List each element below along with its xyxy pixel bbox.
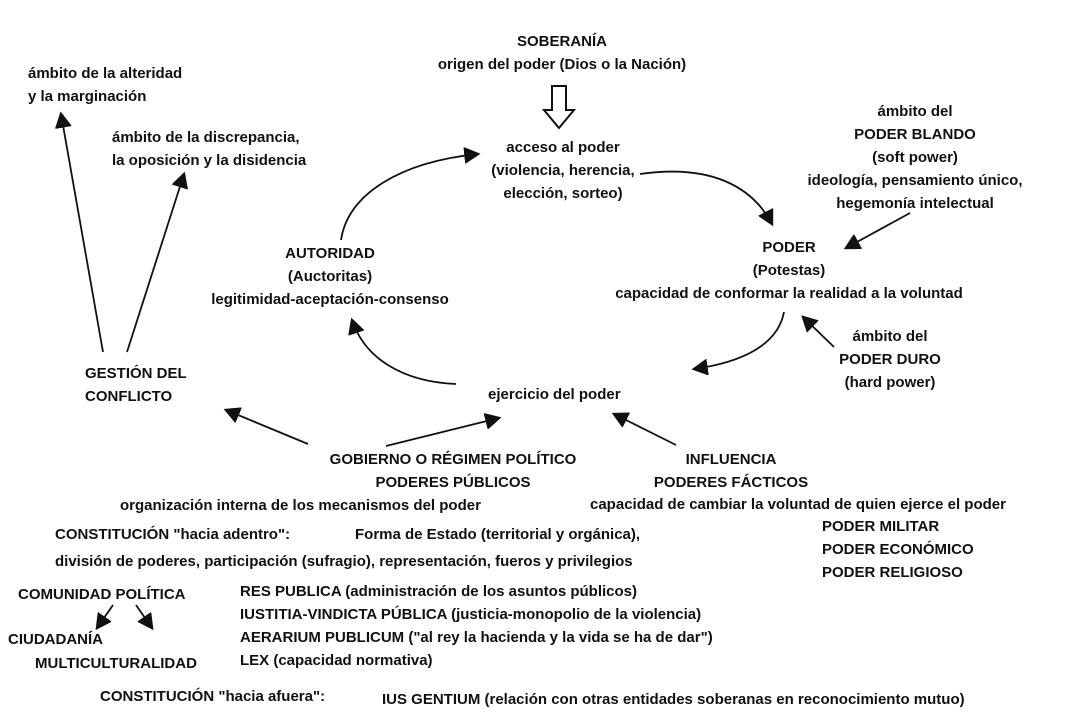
acceso-line2: (violencia, herencia, (491, 162, 635, 179)
node-autoridad (180, 242, 480, 311)
node-poder-blando (765, 100, 1065, 215)
constitucion-afuera-line1 (382, 688, 965, 711)
res-publica-line3: AERARIUM PUBLICUM ("al rey la hacienda y la vida se ha de dar") (240, 629, 713, 646)
gobierno-line2: PODERES PÚBLICOS (375, 474, 531, 491)
poder-line1: PODER (762, 239, 816, 256)
acceso-line1: acceso al poder (506, 139, 620, 156)
constitucion-afuera-label-text: CONSTITUCIÓN "hacia afuera": (100, 688, 326, 705)
autoridad-line3: legitimidad-aceptación-consenso (211, 291, 449, 308)
poder-duro-line3: (hard power) (844, 374, 936, 391)
poder-line2: (Potestas) (752, 262, 826, 279)
poder-blando-line5: hegemonía intelectual (836, 195, 994, 212)
alteridad-line2: y la marginación (28, 88, 147, 105)
node-acceso-al-poder (463, 136, 663, 205)
res-publica-line4: LEX (capacidad normativa) (240, 652, 433, 669)
constitucion-afuera-line1-text: IUS GENTIUM (relación con otras entidades soberanas en reconocimiento mutuo) (382, 691, 965, 708)
gestion-line2: CONFLICTO (85, 388, 173, 405)
constitucion-adentro-line1-text: Forma de Estado (territorial y orgánica), (355, 526, 641, 543)
node-comunidad-politica (18, 583, 186, 606)
constitucion-adentro-label (55, 523, 290, 546)
arrow-gestion-to-discrepancia (127, 174, 184, 352)
influencia-line3: capacidad de cambiar la voluntad de quien ejerce el poder (590, 496, 1006, 513)
poder-duro-line2: PODER DURO (839, 351, 941, 368)
discrepancia-line1: ámbito de la discrepancia, (112, 129, 300, 146)
node-alteridad (28, 62, 182, 108)
poder-duro-line1: ámbito del (852, 328, 928, 345)
down-block-arrow-icon (544, 86, 574, 128)
gobierno-line3: organización interna de los mecanismos del poder (120, 497, 481, 514)
arrow-influencia-to-ejercicio (614, 414, 676, 445)
node-multiculturalidad (35, 652, 197, 675)
constitucion-adentro-label-text: CONSTITUCIÓN "hacia adentro": (55, 526, 291, 543)
poder-blando-line3: (soft power) (872, 149, 958, 166)
alteridad-line1: ámbito de la alteridad (28, 65, 183, 82)
node-influencia-desc (590, 493, 1006, 516)
constitucion-afuera-label (100, 685, 325, 708)
node-poder (588, 236, 990, 305)
poder-militar: PODER MILITAR (822, 518, 940, 535)
node-influencia (631, 448, 831, 494)
autoridad-line2: (Auctoritas) (287, 268, 373, 285)
poder-blando-line4: ideología, pensamiento único, (807, 172, 1023, 189)
constitucion-adentro-line2-text: división de poderes, participación (sufragio), representación, fueros y privilegios (55, 553, 633, 570)
res-publica-line2: IUSTITIA-VINDICTA PÚBLICA (justicia-monopolio de la violencia) (240, 606, 702, 623)
constitucion-adentro-line1 (355, 523, 640, 546)
arrow-gobierno-to-ejercicio (386, 418, 499, 446)
node-soberania (382, 30, 742, 76)
arrow-comunidad-to-multiculturalidad (136, 605, 152, 628)
gobierno-line1: GOBIERNO O RÉGIMEN POLÍTICO (329, 451, 577, 468)
poder-blando-line2: PODER BLANDO (854, 126, 976, 143)
influencia-line1: INFLUENCIA (685, 451, 777, 468)
discrepancia-line2: la oposición y la disidencia (112, 152, 307, 169)
arrow-autoridad-to-acceso (341, 154, 478, 240)
ejercicio-line1: ejercicio del poder (488, 386, 621, 403)
node-gobierno-desc (120, 494, 481, 517)
acceso-line3: elección, sorteo) (503, 185, 623, 202)
gestion-line1: GESTIÓN DEL (85, 365, 187, 382)
multiculturalidad-line1: MULTICULTURALIDAD (35, 655, 197, 672)
node-poder-duro (790, 325, 990, 394)
node-poderes-facticos-list (822, 515, 974, 584)
arrow-gestion-to-alteridad (61, 114, 103, 352)
ciudadania-line1: CIUDADANÍA (8, 631, 103, 648)
res-publica-line1: RES PUBLICA (administración de los asuntos públicos) (240, 583, 637, 600)
node-gobierno (303, 448, 603, 494)
constitucion-adentro-line2 (55, 550, 633, 573)
arrow-poder-to-ejercicio (694, 312, 784, 369)
soberania-subtitle: origen del poder (Dios o la Nación) (437, 56, 687, 73)
poder-religioso: PODER RELIGIOSO (822, 564, 963, 581)
comunidad-line1: COMUNIDAD POLÍTICA (18, 586, 186, 603)
arrow-gobierno-to-gestion (226, 410, 308, 444)
autoridad-line1: AUTORIDAD (285, 245, 375, 262)
node-ejercicio-del-poder (488, 383, 621, 406)
arrow-ejercicio-to-autoridad (352, 320, 456, 384)
influencia-line2: PODERES FÁCTICOS (653, 474, 809, 491)
arrow-comunidad-to-ciudadania (97, 605, 113, 628)
poder-blando-line1: ámbito del (877, 103, 953, 120)
node-ciudadania (8, 628, 103, 651)
poder-line3: capacidad de conformar la realidad a la voluntad (615, 285, 963, 302)
node-discrepancia (112, 126, 306, 172)
node-res-publica-list (240, 580, 713, 672)
node-gestion-del-conflicto (85, 362, 187, 408)
poder-economico: PODER ECONÓMICO (822, 541, 974, 558)
soberania-title: SOBERANÍA (516, 33, 607, 50)
